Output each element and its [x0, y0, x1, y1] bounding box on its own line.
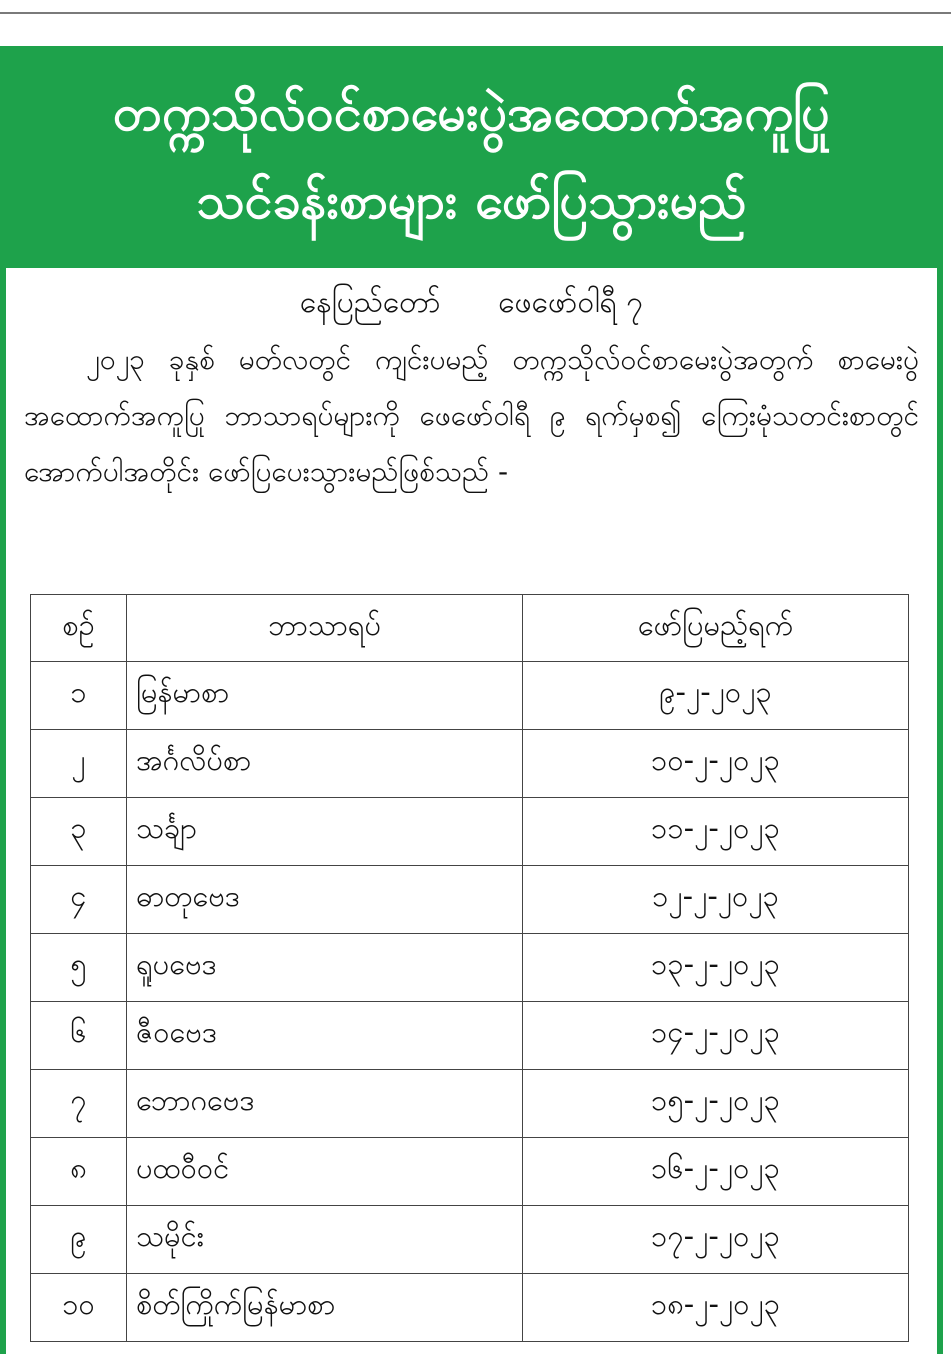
row-subject: ပထဝီဝင်	[127, 1138, 523, 1206]
dateline	[6, 278, 937, 328]
table-row	[31, 730, 909, 798]
row-no: ၃	[31, 798, 127, 866]
row-no: ၄	[31, 866, 127, 934]
headline	[0, 46, 943, 268]
row-subject: ရူပဗေဒ	[127, 934, 523, 1002]
row-date: ၁၆-၂-၂၀၂၃	[523, 1138, 909, 1206]
article-panel	[6, 268, 937, 1354]
table-row	[31, 1138, 909, 1206]
table-row	[31, 1002, 909, 1070]
row-no: ၉	[31, 1206, 127, 1274]
row-date: ၁၂-၂-၂၀၂၃	[523, 866, 909, 934]
table-header-row	[31, 595, 909, 662]
row-date: ၁၈-၂-၂၀၂၃	[523, 1274, 909, 1342]
header-no: စဉ်	[31, 595, 127, 662]
table-row	[31, 1274, 909, 1342]
headline-line-2: သင်ခန်းစာများ ဖော်ပြသွားမည်	[196, 172, 747, 230]
dateline-place: နေပြည်တော်	[299, 285, 441, 320]
row-date: ၁၃-၂-၂၀၂၃	[523, 934, 909, 1002]
row-date: ၁၇-၂-၂၀၂၃	[523, 1206, 909, 1274]
table-row	[31, 934, 909, 1002]
table-row	[31, 1070, 909, 1138]
row-subject: ဓာတုဗေဒ	[127, 866, 523, 934]
schedule-table	[30, 594, 909, 1342]
row-subject: ဇီဝဗေဒ	[127, 1002, 523, 1070]
table-row	[31, 662, 909, 730]
header-date: ဖော်ပြမည့်ရက်	[523, 595, 909, 662]
headline-line-1: တက္ကသိုလ်ဝင်စာမေးပွဲအထောက်အကူပြု	[113, 84, 830, 142]
header-subject: ဘာသာရပ်	[127, 595, 523, 662]
row-no: ၇	[31, 1070, 127, 1138]
row-subject: အင်္ဂလိပ်စာ	[127, 730, 523, 798]
row-no: ၂	[31, 730, 127, 798]
row-no: ၁၀	[31, 1274, 127, 1342]
row-date: ၁၄-၂-၂၀၂၃	[523, 1002, 909, 1070]
row-no: ၅	[31, 934, 127, 1002]
top-divider	[0, 12, 951, 14]
news-card	[0, 46, 943, 1354]
row-date: ၉-၂-၂၀၂၃	[523, 662, 909, 730]
row-subject: စိတ်ကြိုက်မြန်မာစာ	[127, 1274, 523, 1342]
table-row	[31, 866, 909, 934]
dateline-date: ဖေဖော်ဝါရီ ၇	[498, 285, 644, 320]
table-row	[31, 1206, 909, 1274]
row-no: ၁	[31, 662, 127, 730]
table-row	[31, 798, 909, 866]
row-subject: သမိုင်း	[127, 1206, 523, 1274]
article-body: ၂၀၂၃ ခုနှစ် မတ်လတွင် ကျင်းပမည့် တက္ကသိုလ်ဝင်စာမေးပွဲအတွက် စာမေးပွဲအထောက်အကူပြု ဘာသာရပ်များကို ဖေဖော်ဝါရီ ၉ ရက်မှစ၍ ကြေးမုံသတင်းစာတွင် အောက်ပါအတိုင်း ဖော်ပြပေးသွားမည်ဖြစ်သည် -	[24, 343, 919, 488]
row-date: ၁၁-၂-၂၀၂၃	[523, 798, 909, 866]
row-subject: မြန်မာစာ	[127, 662, 523, 730]
row-date: ၁၅-၂-၂၀၂၃	[523, 1070, 909, 1138]
row-subject: သင်္ချာ	[127, 798, 523, 866]
row-subject: ဘောဂဗေဒ	[127, 1070, 523, 1138]
row-date: ၁၀-၂-၂၀၂၃	[523, 730, 909, 798]
row-no: ၆	[31, 1002, 127, 1070]
row-no: ၈	[31, 1138, 127, 1206]
